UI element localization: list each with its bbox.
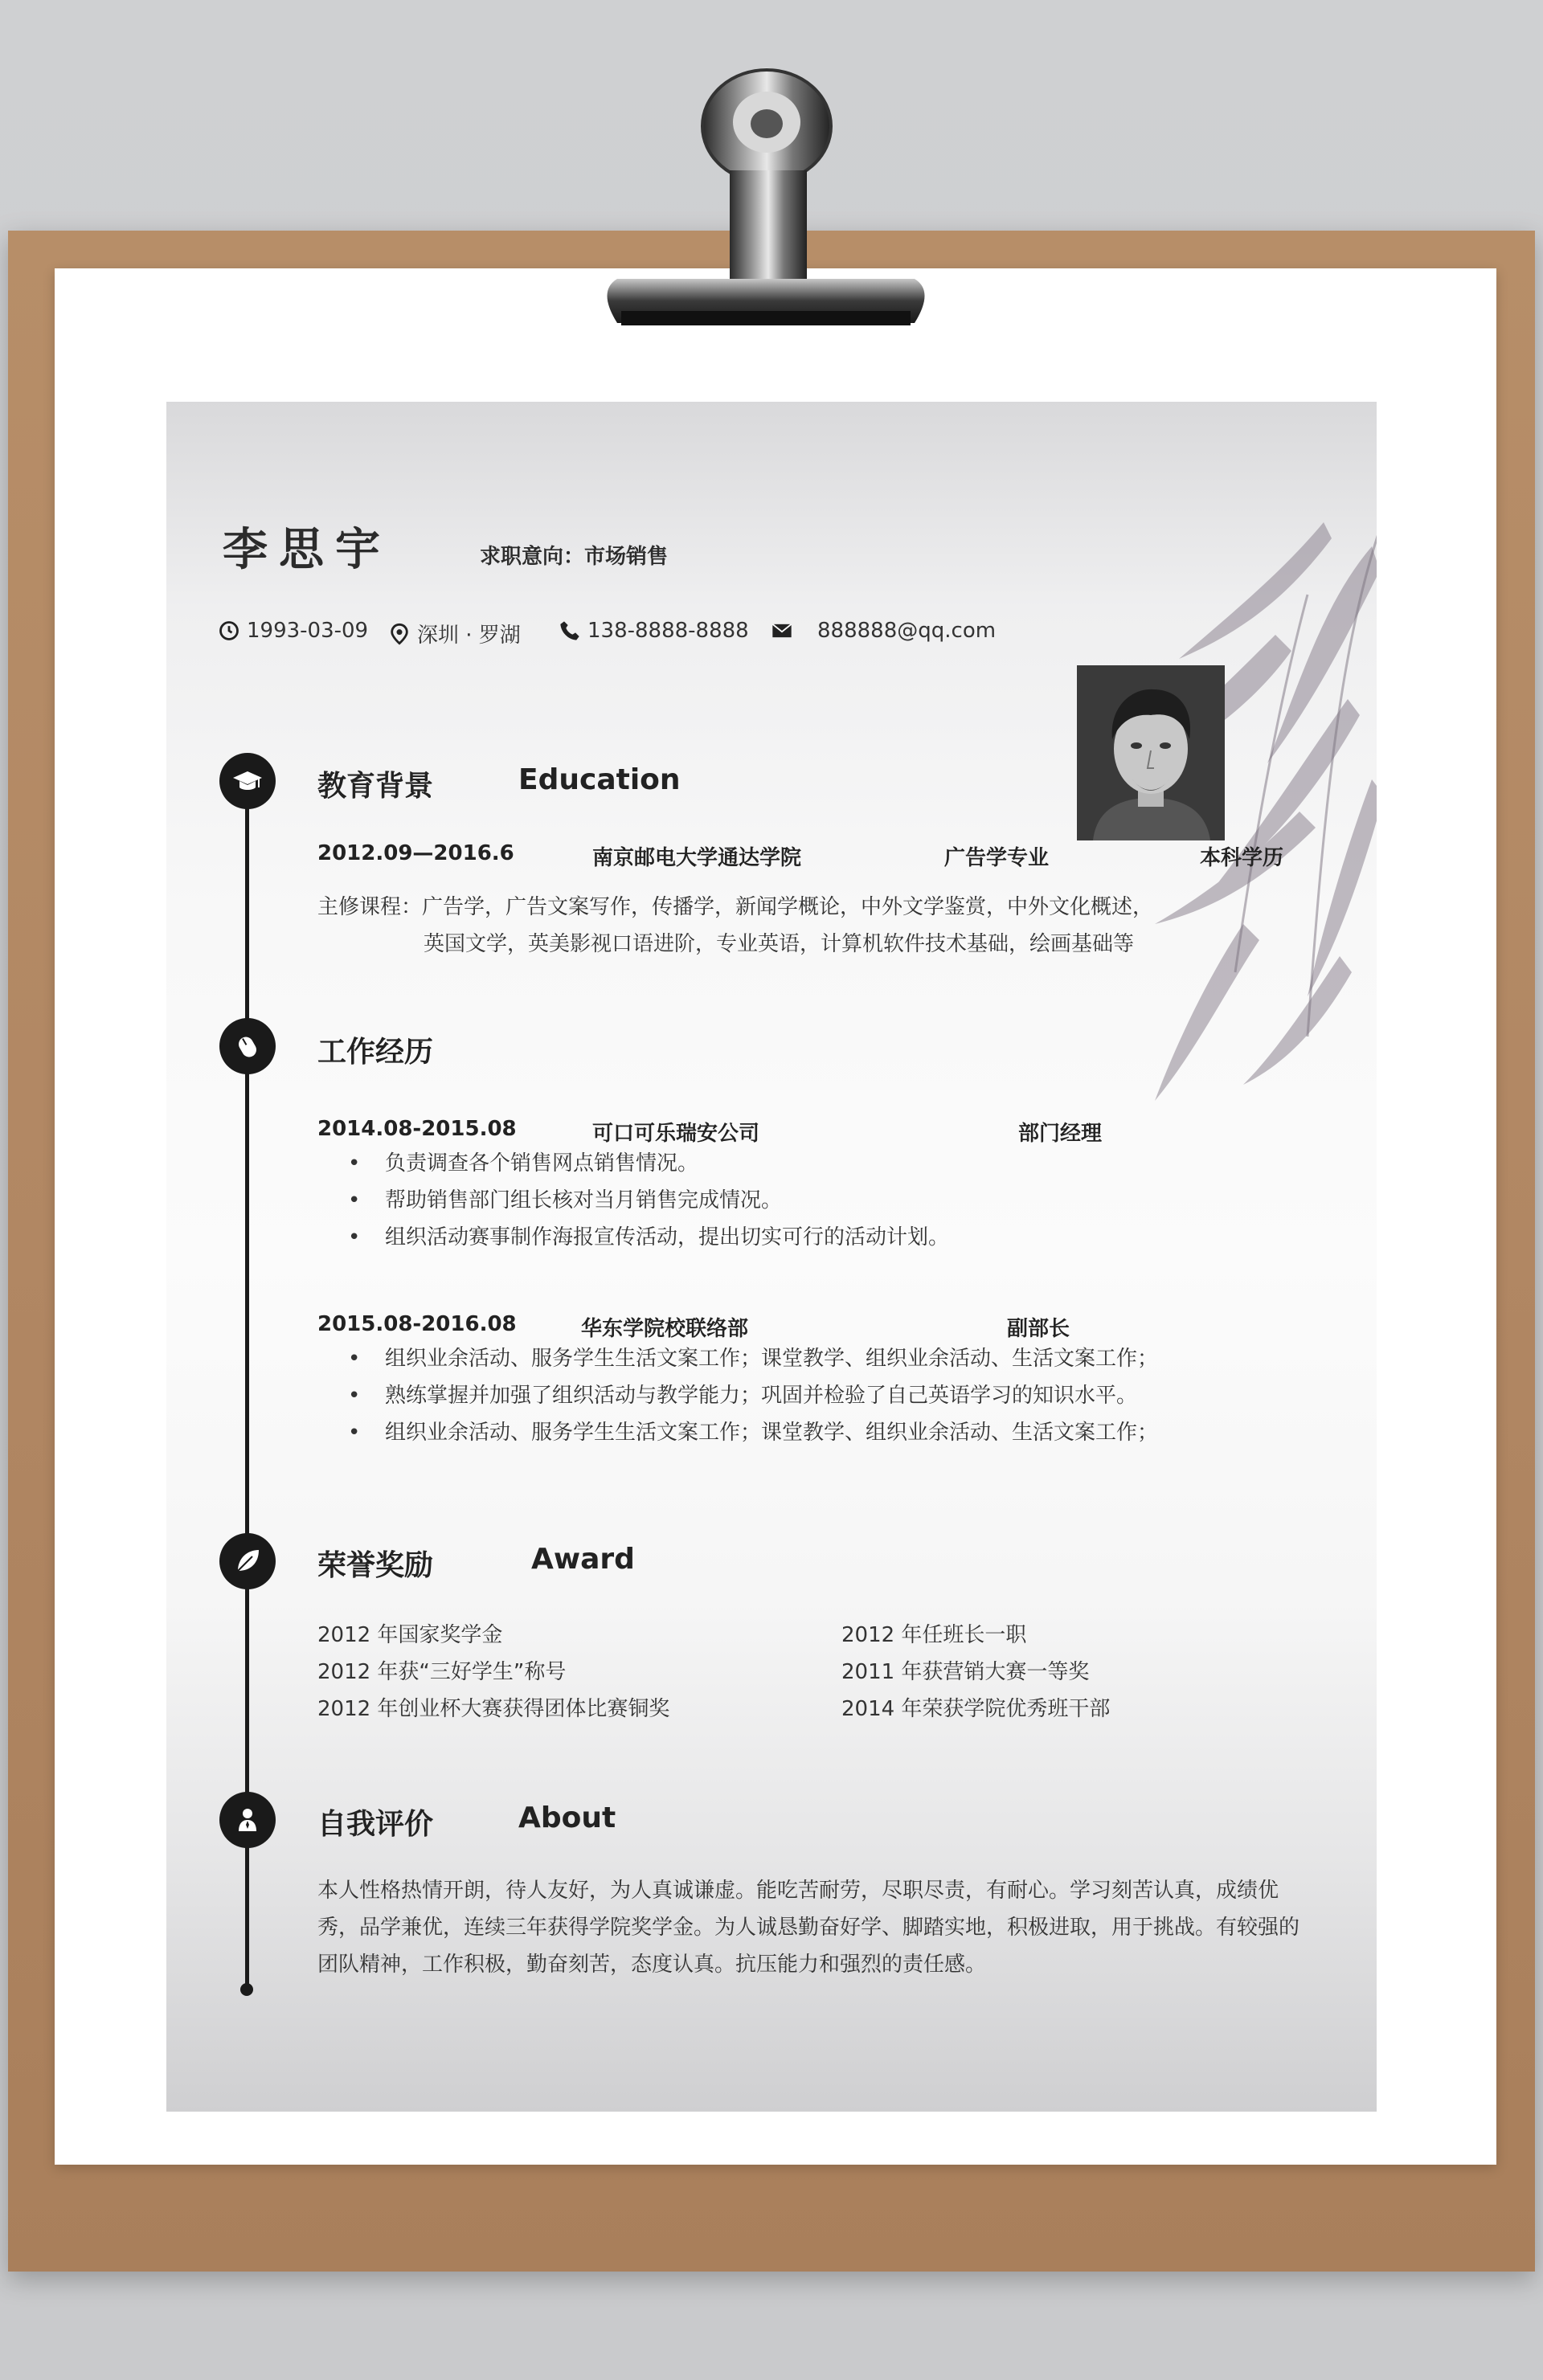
awards-title-en: Award (531, 1543, 635, 1576)
education-courses-line1: 主修课程：广告学，广告文案写作，传播学，新闻学概论，中外文学鉴赏，中外文化概述， (317, 895, 1154, 919)
award-left-2: 2012 年获“三好学生”称号 (317, 1660, 567, 1684)
about-node (219, 1792, 276, 1848)
email (771, 619, 996, 643)
job-2-period: 2015.08-2016.08 (317, 1312, 517, 1336)
award-right-3: 2014 年荣获学院优秀班干部 (841, 1697, 1111, 1721)
mouse-icon (231, 1030, 264, 1062)
birthdate (218, 619, 368, 643)
about-title: 自我评价 (317, 1808, 434, 1841)
education-degree: 本科学历 (1200, 846, 1284, 870)
job-2-position: 副部长 (1007, 1317, 1070, 1341)
education-node (219, 753, 276, 809)
work-node (219, 1018, 276, 1074)
graduation-cap-icon (231, 765, 264, 797)
resume-sheet (166, 402, 1377, 2112)
leaf-icon (231, 1545, 264, 1577)
list-item: • 熟练掌握并加强了组织活动与教学能力；巩固并检验了自己英语学习的知识水平。 (348, 1377, 1158, 1414)
binder-clip (577, 50, 947, 355)
education-courses-line2: 英国文学，英美影视口语进阶，专业英语，计算机软件技术基础，绘画基础等 (424, 932, 1135, 956)
about-title-en: About (518, 1801, 616, 1834)
list-item: • 帮助销售部门组长核对当月销售完成情况。 (348, 1182, 949, 1219)
award-left-3: 2012 年创业杯大赛获得团体比赛铜奖 (317, 1697, 670, 1721)
applicant-name: 李思宇 (223, 524, 391, 576)
phone-icon (559, 620, 581, 642)
clock-icon (218, 620, 240, 642)
list-item: • 组织业余活动、服务学生生活文案工作；课堂教学、组织业余活动、生活文案工作； (348, 1414, 1158, 1451)
location-pin-icon (388, 623, 411, 645)
location (388, 619, 521, 648)
phone-value: 138-8888-8888 (587, 619, 749, 643)
job-1-duties (348, 1145, 949, 1256)
job-2-duties (348, 1340, 1158, 1451)
mail-icon (771, 620, 793, 642)
job-1-company: 可口可乐瑞安公司 (592, 1122, 760, 1146)
email-value: 888888@qq.com (817, 619, 997, 643)
education-title: 教育背景 (317, 770, 434, 803)
timeline-end-dot (240, 1983, 253, 1996)
location-value: 深圳 · 罗湖 (417, 624, 521, 648)
award-right-1: 2012 年任班长一职 (841, 1623, 1027, 1647)
award-left-1: 2012 年国家奖学金 (317, 1623, 503, 1647)
person-icon (231, 1804, 264, 1836)
awards-node (219, 1533, 276, 1589)
education-major: 广告学专业 (944, 846, 1050, 870)
award-right-2: 2011 年获营销大赛一等奖 (841, 1660, 1090, 1684)
list-item: • 组织业余活动、服务学生生活文案工作；课堂教学、组织业余活动、生活文案工作； (348, 1340, 1158, 1377)
job-2-company: 华东学院校联络部 (581, 1317, 749, 1341)
list-item: • 组织活动赛事制作海报宣传活动，提出切实可行的活动计划。 (348, 1219, 949, 1256)
awards-title: 荣誉奖励 (317, 1549, 434, 1582)
work-title: 工作经历 (317, 1036, 434, 1069)
job-1-period: 2014.08-2015.08 (317, 1117, 517, 1141)
list-item: • 负责调查各个销售网点销售情况。 (348, 1145, 949, 1182)
education-title-en: Education (518, 763, 681, 796)
job-1-position: 部门经理 (1018, 1122, 1103, 1146)
education-school: 南京邮电大学通达学院 (592, 846, 802, 870)
phone (559, 619, 749, 643)
education-period: 2012.09—2016.6 (317, 841, 514, 865)
birthdate-value: 1993-03-09 (247, 619, 369, 643)
job-intent: 求职意向：市场销售 (480, 545, 669, 569)
about-text: 本人性格热情开朗，待人友好，为人真诚谦虚。能吃苦耐劳，尽职尽责，有耐心。学习刻苦认真，成绩优秀，品学兼优，连续三年获得学院奖学金。为人诚恳勤奋好学、脚踏实地，积极进取，用于挑战。有较强的团队精神，工作积极，勤奋刻苦，态度认真。抗压能力和强烈的责任感。 (317, 1879, 1300, 1977)
profile-photo (1077, 665, 1225, 840)
